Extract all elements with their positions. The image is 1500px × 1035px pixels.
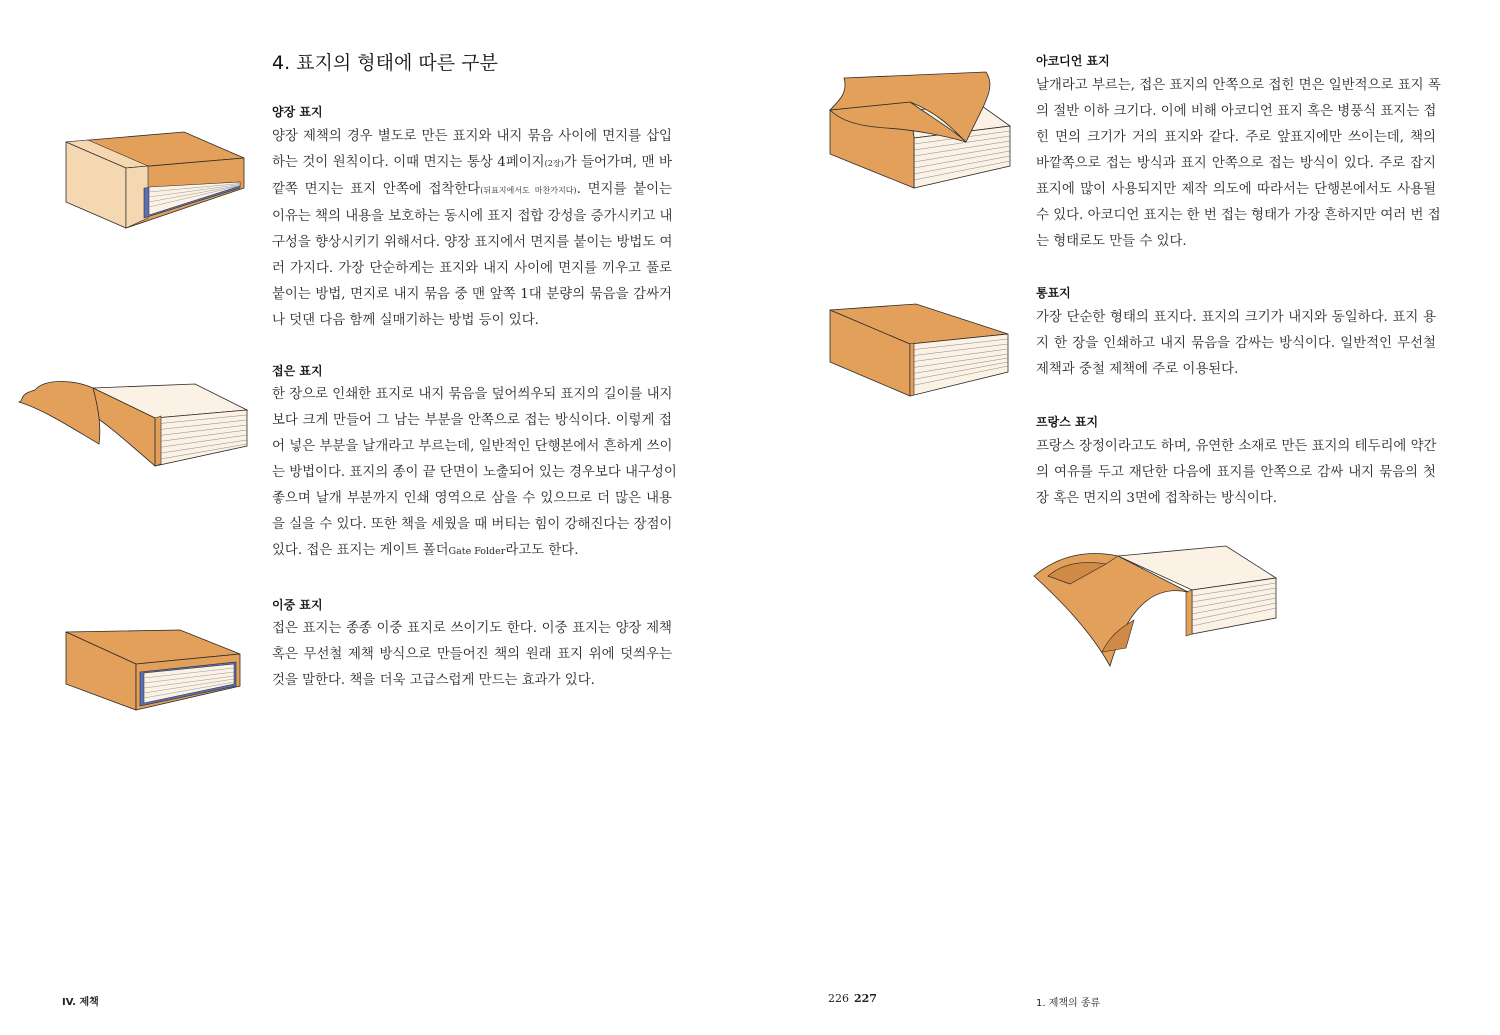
simple-cover-book-icon bbox=[826, 300, 1016, 400]
section-heading-hardcover: 양장 표지 bbox=[272, 105, 323, 119]
text-line: 지 한 장을 인쇄하고 내지 묶음을 감싸는 방식이다. 일반적인 무선철 bbox=[1036, 336, 1436, 351]
footer-chapter: IV. 제책 bbox=[62, 997, 99, 1008]
text-line: 프랑스 장정이라고도 하며, 유연한 소재로 만든 표지의 테두리에 약간 bbox=[1036, 439, 1437, 454]
text-line: 것을 말한다. 책을 더욱 고급스럽게 만드는 효과가 있다. bbox=[272, 673, 595, 688]
text-line: 가장 단순한 형태의 표지다. 표지의 크기가 내지와 동일하다. 표지 용 bbox=[1036, 310, 1436, 325]
section-body-french bbox=[1036, 434, 1436, 512]
text-line: 러 가지다. 가장 단순하게는 표지와 내지 사이에 면지를 끼우고 풀로 bbox=[272, 261, 672, 276]
text-segment: 가 들어가며, 맨 바 bbox=[563, 155, 672, 170]
text-line: 좋으며 날개 부분까지 인쇄 영역으로 삼을 수 있으므로 더 많은 내용 bbox=[272, 491, 672, 506]
text-line bbox=[272, 177, 672, 204]
text-line bbox=[272, 538, 672, 565]
text-line: 표지에 많이 사용되지만 제작 의도에 따라서는 단행본에서도 사용될 bbox=[1036, 182, 1436, 197]
page-title: 4. 표지의 형태에 따른 구분 bbox=[272, 52, 498, 74]
text-line: 접은 표지는 종종 이중 표지로 쓰이기도 한다. 이중 표지는 양장 제책 bbox=[272, 621, 672, 636]
text-line: 어 넣은 부분을 날개라고 부르는데, 일반적인 단행본에서 흔하게 쓰이 bbox=[272, 439, 673, 454]
text-segment: 하는 것이 원칙이다. 이때 면지는 통상 4페이지 bbox=[272, 155, 545, 170]
section-heading-french: 프랑스 표지 bbox=[1036, 415, 1099, 429]
footer-section: 1. 제책의 종류 bbox=[1036, 998, 1101, 1009]
section-heading-simple-cover: 통표지 bbox=[1036, 286, 1071, 300]
section-body-double bbox=[272, 616, 672, 694]
small-text: Gate Folder bbox=[448, 546, 506, 557]
text-line: 나 덧댄 다음 함께 실매기하는 방법 등이 있다. bbox=[272, 313, 539, 328]
text-line bbox=[272, 150, 672, 177]
section-heading-folded: 접은 표지 bbox=[272, 364, 323, 378]
text-line: 날개라고 부르는, 접은 표지의 안쪽으로 접힌 면은 일반적으로 표지 폭 bbox=[1036, 78, 1441, 93]
text-line: 구성을 향상시키기 위해서다. 양장 표지에서 면지를 붙이는 방법도 여 bbox=[272, 235, 673, 250]
text-line: 이유는 책의 내용을 보호하는 동시에 표지 접합 강성을 증가시키고 내 bbox=[272, 209, 673, 224]
text-line: 을 실을 수 있다. 또한 책을 세웠을 때 버티는 힘이 강해진다는 장점이 bbox=[272, 517, 673, 532]
small-text: (뒤표지에서도 마찬가지다) bbox=[480, 186, 577, 195]
text-segment: 깥쪽 면지는 표지 안쪽에 접착한다 bbox=[272, 182, 481, 197]
page-number-left: 226 bbox=[828, 992, 849, 1005]
text-line: 바깥쪽으로 접는 방식과 표지 안쪽으로 접는 방식이 있다. 주로 잡지 bbox=[1036, 156, 1436, 171]
text-line: 양장 제책의 경우 별도로 만든 표지와 내지 묶음 사이에 면지를 삽입 bbox=[272, 129, 672, 144]
text-line: 의 여유를 두고 재단한 다음에 표지를 안쪽으로 감싸 내지 묶음의 첫 bbox=[1036, 465, 1436, 480]
text-segment: 있다. 접은 표지는 게이트 폴더 bbox=[272, 543, 449, 558]
text-segment: . 면지를 붙이는 bbox=[576, 182, 672, 197]
section-heading-double: 이중 표지 bbox=[272, 598, 323, 612]
text-line: 수 있다. 아코디언 표지는 한 번 접는 형태가 가장 흔하지만 여러 번 접 bbox=[1036, 208, 1441, 223]
text-line: 보다 크게 만들어 그 남는 부분을 안쪽으로 접는 방식이다. 이렇게 접 bbox=[272, 413, 672, 428]
small-text: (2장) bbox=[544, 159, 564, 168]
text-line: 혹은 무선철 제책 방식으로 만들어진 책의 원래 표지 위에 덧씌우는 bbox=[272, 647, 672, 662]
section-body-simple-cover bbox=[1036, 305, 1436, 383]
text-line: 한 장으로 인쇄한 표지로 내지 묶음을 덮어씌우되 표지의 길이를 내지 bbox=[272, 387, 673, 402]
section-body-accordion bbox=[1036, 73, 1441, 255]
double-cover-book-icon bbox=[60, 628, 250, 718]
text-line: 장 혹은 면지의 3면에 접착하는 방식이다. bbox=[1036, 491, 1278, 506]
text-line: 제책과 중철 제책에 주로 이용된다. bbox=[1036, 362, 1239, 377]
text-line: 의 절반 이하 크기다. 이에 비해 아코디언 표지 혹은 병풍식 표지는 접 bbox=[1036, 104, 1437, 119]
section-heading-accordion: 아코디언 표지 bbox=[1036, 54, 1110, 68]
text-line: 힌 면의 크기가 거의 표지와 같다. 주로 앞표지에만 쓰이는데, 책의 bbox=[1036, 130, 1436, 145]
section-body-folded bbox=[272, 382, 677, 565]
text-line: 는 방법이다. 표지의 종이 끝 단면이 노출되어 있는 경우보다 내구성이 bbox=[272, 465, 677, 480]
text-segment: 라고도 한다. bbox=[505, 543, 579, 558]
hardcover-book-icon bbox=[60, 130, 250, 230]
text-line: 붙이는 방법, 면지로 내지 묶음 중 맨 앞쪽 1대 분량의 묶음을 감싸거 bbox=[272, 287, 672, 302]
section-body-hardcover bbox=[272, 124, 672, 334]
page-number-right: 227 bbox=[854, 992, 877, 1005]
text-line: 는 형태로도 만들 수 있다. bbox=[1036, 234, 1187, 249]
folded-cover-book-icon bbox=[15, 370, 255, 480]
french-cover-book-icon bbox=[1030, 540, 1280, 670]
accordion-cover-book-icon bbox=[826, 70, 1016, 190]
